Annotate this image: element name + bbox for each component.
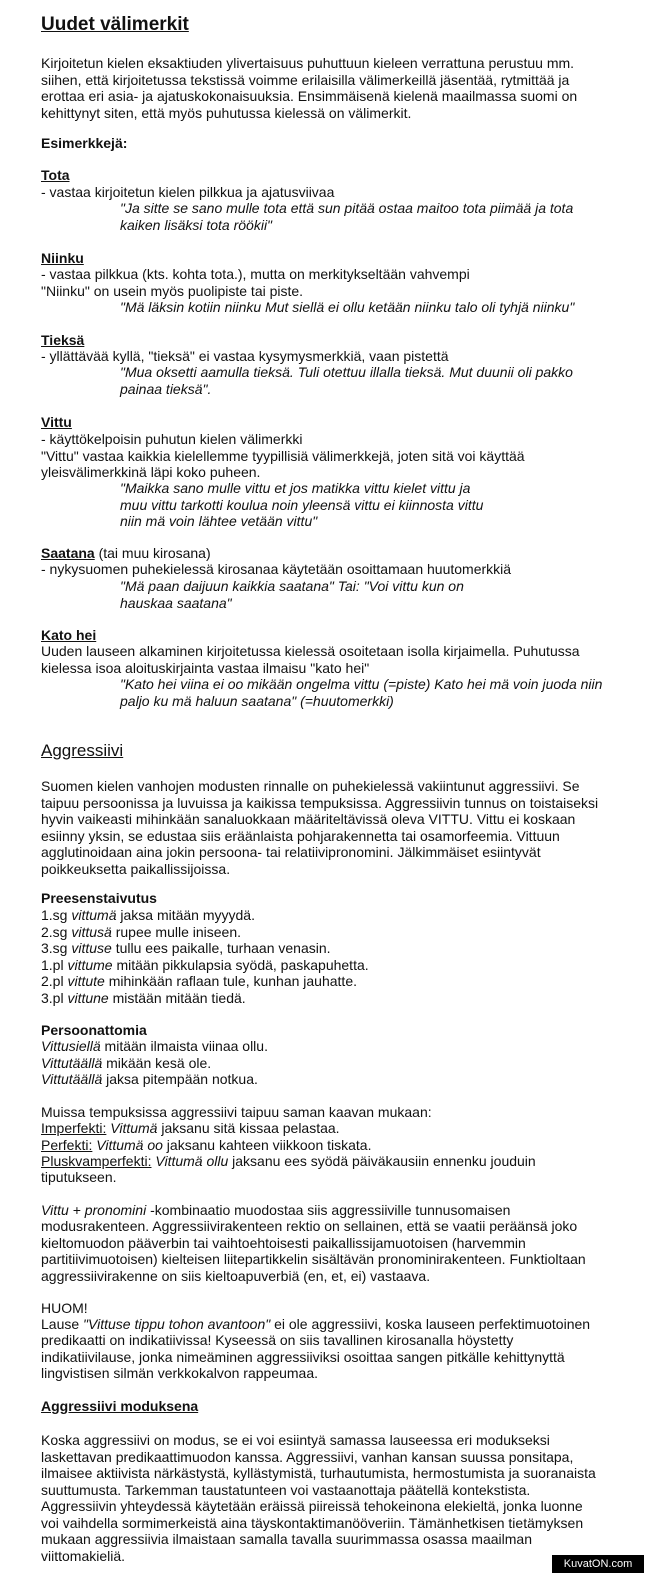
aggressiivi-line — [41, 844, 541, 861]
persoonattomia-row-part: jaksa pitempään notkua. — [102, 1071, 258, 1087]
huom-line-part: ei ole aggressiivi, koska lauseen perfektimuotoinen — [270, 1316, 591, 1332]
page-title — [41, 14, 189, 36]
section-heading-tieksa — [41, 332, 84, 349]
tempus-intro-part: Muissa tempuksissa aggressiivi taipuu saman kaavan mukaan: — [41, 1104, 432, 1120]
tempus-row-part: jaksanu sitä kissaa pelastaa. — [157, 1120, 340, 1136]
examples-heading — [41, 135, 127, 152]
preesens-row-part: mistään mitään tiedä. — [108, 989, 246, 1006]
huom-example: "Vittuse tippu tohon avantoon" — [83, 1316, 271, 1332]
huom-line — [41, 1332, 513, 1349]
quote-line — [120, 513, 317, 530]
quote-line-part: "Ja sitte se sano mulle tota että sun pitää ostaa maitoo tota piimää ja tota — [120, 200, 574, 216]
tempus-intro — [41, 1104, 432, 1121]
persoonattomia-row — [41, 1055, 211, 1072]
tempus-form: Vittumä oo — [92, 1136, 163, 1153]
preesens-form: vittumä — [71, 907, 117, 923]
tota-line — [41, 184, 334, 201]
pronomini-line — [41, 1202, 510, 1219]
saatana-line-part: - nykysuomen puhekielessä kirosanaa käytetään osoittamaan huutomerkkiä — [41, 561, 512, 577]
moduksena-line — [41, 1465, 596, 1482]
preesens-row-part: 1.sg — [41, 907, 72, 923]
vittu-line-part: "Vittu" vastaa kaikkia kielellemme tyypillisiä välimerkkejä, joten sitä voi käyttää — [41, 447, 525, 464]
saatana-heading-suffix: (tai muu kirosana) — [94, 545, 211, 561]
katohei-line — [41, 643, 580, 660]
section-heading-niinku-part: Niinku — [41, 250, 84, 266]
moduksena-line-part: Aggressiivin yhteydessä käytetään eräissä piireissä tehokeinona elekieltä, jonka luonne — [41, 1498, 583, 1514]
katohei-line-part: kielessa isoa aloituskirjainta vastaa ilmaisu "kato hei" — [41, 659, 370, 676]
niinku-line — [41, 283, 303, 300]
quote-line — [120, 200, 573, 217]
preesens-row-part: mitään pikkulapsia syödä, paskapuhetta. — [112, 956, 369, 973]
moduksena-line — [41, 1498, 583, 1515]
section-heading-tota — [41, 167, 70, 184]
moduksena-line-part: Koska aggressiivi on modus, se ei voi esiintyä samassa lauseessa eri modukseksi — [41, 1432, 550, 1448]
pronomini-line-part: -kombinaatio muodostaa siis aggressiiville tunnusomaisen — [146, 1202, 511, 1218]
quote-line-part: niin mä voin lähtee vetään vittu" — [120, 513, 318, 529]
tempus-row-part: jaksanu ees syödä päiväkausiin ennenku jouduin — [228, 1153, 536, 1169]
preesens-row-part: jaksa mitään myyydä. — [116, 907, 255, 923]
katohei-line-part: Uuden lauseen alkaminen kirjoitetussa kielessä osoitetaan isolla kirjaimella. Puhutussa — [41, 643, 580, 659]
moduksena-line — [41, 1548, 125, 1565]
preesens-row-part: 2.pl — [41, 973, 68, 989]
section-heading-kato-hei-part: Kato hei — [41, 627, 97, 643]
aggressiivi-line-part: agglutinoidaan aina jokin persoona- tai relatiivipronomini. Jälkimmäiset esiintyvät — [41, 844, 541, 860]
preesens-row-part: 2.sg — [41, 923, 72, 940]
vittu-line-part: yleisvälimerkkinä läpi koko puheen. — [41, 464, 261, 480]
intro-line — [41, 72, 569, 89]
persoonattomia-row-part: mitään ilmaista viinaa ollu. — [100, 1038, 268, 1054]
aggressiivi-line — [41, 778, 580, 795]
preesens-row-part: 3.sg — [41, 940, 72, 956]
katohei-line — [41, 660, 369, 677]
tieksa-line-part: - yllättävää kyllä, "tieksä" ei vastaa kysymysmerkkiä, vaan pistettä — [41, 348, 449, 364]
section-heading-niinku — [41, 250, 84, 267]
niinku-line — [41, 266, 470, 283]
quote-line-part: kaiken lisäksi tota röökii" — [120, 216, 273, 233]
intro-line — [41, 88, 577, 105]
section-heading-aggressiivi-part: Aggressiivi — [41, 741, 124, 760]
quote-line — [120, 676, 602, 693]
vittu-line-part: - käyttökelpoisin puhutun kielen välimerkki — [41, 431, 303, 447]
aggressiivi-line-part: Suomen kielen vanhojen modusten rinnalle on puhekielessä vakiintunut aggressiivi. Se — [41, 778, 580, 794]
preesens-row — [41, 957, 369, 974]
moduksena-line — [41, 1482, 530, 1499]
huom-line — [41, 1349, 565, 1366]
vittu-line — [41, 431, 302, 448]
huom-line-part: predikaatti on indikatiivissa! Kyseessä on siis tavallinen kirosanalla höystetty — [41, 1332, 514, 1348]
section-heading-moduksena-part: Aggressiivi moduksena — [41, 1398, 199, 1414]
intro-line-part: Kirjoitetun kielen eksaktiuden ylivertaisuus puhuttuun kieleen verrattuna perustuu mm. — [41, 55, 575, 71]
aggressiivi-line — [41, 795, 598, 812]
pronomini-line-part: modusrakenteen. Aggressiivirakenteen rektio on sellainen, että se vaatii peräänsä joko — [41, 1218, 578, 1234]
aggressiivi-line-part: poikkeuksetta paikallissijoissa. — [41, 860, 231, 877]
intro-line — [41, 55, 574, 72]
quote-line — [120, 497, 483, 514]
preesens-form: vittusä — [71, 923, 112, 940]
pronomini-line — [41, 1251, 586, 1268]
tempus-form: Vittumä — [106, 1120, 158, 1136]
quote-line — [120, 381, 211, 398]
preesens-row-part: mihinkään raflaan tule, kunhan jauhatte. — [104, 973, 357, 989]
persoonattomia-row — [41, 1071, 258, 1088]
quote-line-part: "Maikka sano mulle vittu et jos matikka vittu kielet vittu ja — [120, 480, 471, 496]
section-heading-saatana — [41, 545, 211, 562]
tempus-label: Perfekti: — [41, 1136, 93, 1153]
quote-line — [120, 480, 470, 497]
preesens-form: vittume — [67, 956, 113, 973]
quote-line-part: hauskaa saatana" — [120, 594, 232, 611]
preesens-row — [41, 907, 255, 924]
preesens-form: vittune — [67, 989, 109, 1006]
moduksena-line-part: suuttumusta. Tarkemman taustatunteen voi vastaanottaja päätellä kontekstista. — [41, 1481, 531, 1498]
huom-line-part: lingvistisen silmän verkkokalvon rappeumaa. — [41, 1365, 319, 1381]
impersonal-form: Vittusiellä — [41, 1038, 101, 1054]
pronomini-line — [41, 1235, 526, 1252]
quote-line-part: muu vittu tarkotti koulua noin yleensä vittu ei kiinnosta vittu — [120, 496, 484, 513]
aggressiivi-line-part: esiinny yksin, se edustaa siis eräänlaista pohjarakennetta tai osamorfeemia. Vittuun — [41, 827, 560, 844]
moduksena-line — [41, 1515, 583, 1532]
tempus-label: Imperfekti: — [41, 1120, 107, 1136]
moduksena-line — [41, 1449, 573, 1466]
preesens-row — [41, 990, 246, 1007]
saatana-line — [41, 561, 511, 578]
quote-line — [120, 578, 464, 595]
huom-line — [41, 1365, 318, 1382]
quote-line-part: paljo ku mä haluun saatana" (=huutomerkki) — [120, 692, 394, 709]
tempus-row-part: jaksanu kahteen viikkoon tiskata. — [162, 1136, 372, 1153]
huom-line — [41, 1316, 590, 1333]
pronomini-line — [41, 1268, 430, 1285]
pronomini-line — [41, 1218, 577, 1235]
aggressiivi-line — [41, 861, 230, 878]
preesens-heading-part: Preesenstaivutus — [41, 890, 157, 906]
preesens-row — [41, 940, 331, 957]
impersonal-form: Vittutäällä — [41, 1054, 103, 1071]
persoonattomia-heading-part: Persoonattomia — [41, 1022, 147, 1038]
huom-line-part: indikatiivilause, jonka nimeäminen aggressiiviksi osoittaa sangen pitkälle kehittynyttä — [41, 1348, 565, 1365]
watermark-badge: KuvatON.com — [552, 1555, 644, 1573]
quote-line-part: "Mua oksetti aamulla tieksä. Tuli otettuu illalla tieksä. Mut duunii oli pakko — [120, 364, 573, 380]
saatana-heading-word: Saatana — [41, 545, 95, 561]
section-heading-kato-hei — [41, 627, 96, 644]
section-heading-aggressiivi — [41, 741, 123, 761]
quote-line-part: painaa tieksä". — [120, 380, 212, 397]
pronomini-line-part: aggressiivirakenne on siis kieltoapuverbiä (en, et, ei) vastaava. — [41, 1267, 431, 1284]
moduksena-line-part: mukaan aggressiivia ilmaistaan samalla tavalla suurimmassa osassa maailman — [41, 1531, 532, 1547]
section-heading-tota-part: Tota — [41, 167, 70, 183]
preesens-row-part: 1.pl — [41, 956, 68, 973]
aggressiivi-line — [41, 811, 575, 828]
moduksena-line-part: viittomakieliä. — [41, 1547, 126, 1564]
section-heading-vittu — [41, 414, 72, 431]
tieksa-line — [41, 348, 449, 365]
tempus-row — [41, 1137, 372, 1154]
persoonattomia-heading — [41, 1022, 147, 1039]
quote-line — [120, 217, 272, 234]
tempus-form: Vittumä ollu — [151, 1153, 229, 1169]
section-heading-vittu-part: Vittu — [41, 414, 72, 430]
preesens-heading — [41, 890, 157, 907]
aggressiivi-line-part: hyvin vaikeasti mihinkään sanaluokkaan määriteltävissä oleva VITTU. Vittu ei koskaan — [41, 811, 576, 827]
intro-line-part: erottaa eri asia- ja ajatuskokonaisuuksia. Ensimmäisenä kielenä maailmassa suomi on — [41, 88, 578, 104]
aggressiivi-line — [41, 828, 560, 845]
quote-line-part: "Mä läksin kotiin niinku Mut siellä ei ollu ketään niinku talo oli tyhjä niinku" — [120, 299, 575, 315]
section-heading-tieksa-part: Tieksä — [41, 332, 85, 348]
tempus-row — [41, 1153, 536, 1170]
quote-line — [120, 693, 394, 710]
pronomini-line-part: partitiivimuotoisen) kielteisen liitepartikkelin sisältävän pronominirakenteen. Funktioltaan — [41, 1251, 586, 1267]
aggressiivi-line-part: taipuu persoonissa ja luvuissa ja kaikissa tempuksissa. Aggressiivin tunnus on toistaiseksi — [41, 794, 599, 811]
intro-line-part: kehittynyt siten, että myös puhutussa kielessä on välimerkit. — [41, 104, 412, 121]
moduksena-line — [41, 1432, 550, 1449]
moduksena-line — [41, 1531, 532, 1548]
tempus-continuation — [41, 1169, 117, 1186]
vittu-line — [41, 448, 525, 465]
preesens-row — [41, 973, 357, 990]
examples-heading-part: Esimerkkejä: — [41, 135, 128, 151]
tempus-continuation-part: tiputukseen. — [41, 1169, 117, 1185]
page-title-part: Uudet välimerkit — [41, 14, 189, 35]
tota-line-part: - vastaa kirjoitetun kielen pilkkua ja ajatusviivaa — [41, 184, 335, 200]
tempus-label: Pluskvamperfekti: — [41, 1153, 152, 1169]
intro-line-part: siihen, että kirjoitetussa tekstissä voimme erilaisilla välimerkeillä jäsentää, rytmittää ja — [41, 71, 570, 88]
quote-line — [120, 595, 232, 612]
section-heading-moduksena — [41, 1398, 198, 1415]
quote-line-part: "Kato hei viina ei oo mikään ongelma vittu (=piste) Kato hei mä voin juoda niin — [120, 676, 603, 692]
intro-line — [41, 105, 411, 122]
impersonal-form: Vittutäällä — [41, 1071, 103, 1087]
preesens-form: vittuse — [71, 940, 112, 956]
persoonattomia-row — [41, 1038, 268, 1055]
preesens-row — [41, 924, 241, 941]
huom-line-part: Lause — [41, 1316, 84, 1332]
moduksena-line-part: voi vaihdella sormimerkeistä aina täyskontaktimanööveriin. Tämänhetkisen tietämyksen — [41, 1514, 584, 1531]
vittu-line — [41, 464, 260, 481]
pronomini-term: Vittu + pronomini — [41, 1202, 147, 1218]
moduksena-line-part: ilmaisee aktiivista närkästystä, kyllästymistä, turhautumista, hermostumista ja suoranaista — [41, 1465, 596, 1481]
pronomini-line-part: kieltomuodon pääverbin tai vaihtoehtoisesti paikallissijamuotoisen (harvemmin — [41, 1234, 526, 1251]
moduksena-line-part: laskettavan predikaattimuodon kanssa. Aggressiivi, vanhan kansan suussa ponsitapa, — [41, 1448, 574, 1465]
niinku-line-part: "Niinku" on usein myös puolipiste tai piste. — [41, 282, 304, 299]
huom-label-part: HUOM! — [41, 1300, 88, 1316]
preesens-form: vittute — [67, 973, 105, 989]
tempus-row — [41, 1120, 340, 1137]
huom-label — [41, 1300, 88, 1317]
niinku-line-part: - vastaa pilkkua (kts. kohta tota.), mutta on merkitykseltään vahvempi — [41, 266, 470, 282]
preesens-row-part: tullu ees paikalle, turhaan venasin. — [111, 940, 331, 956]
quote-line — [120, 364, 573, 381]
quote-line — [120, 299, 574, 316]
persoonattomia-row-part: mikään kesä ole. — [102, 1054, 212, 1071]
quote-line-part: "Mä paan daijuun kaikkia saatana" Tai: "Voi vittu kun on — [120, 578, 464, 594]
preesens-row-part: rupee mulle iniseen. — [111, 923, 242, 940]
preesens-row-part: 3.pl — [41, 989, 68, 1006]
